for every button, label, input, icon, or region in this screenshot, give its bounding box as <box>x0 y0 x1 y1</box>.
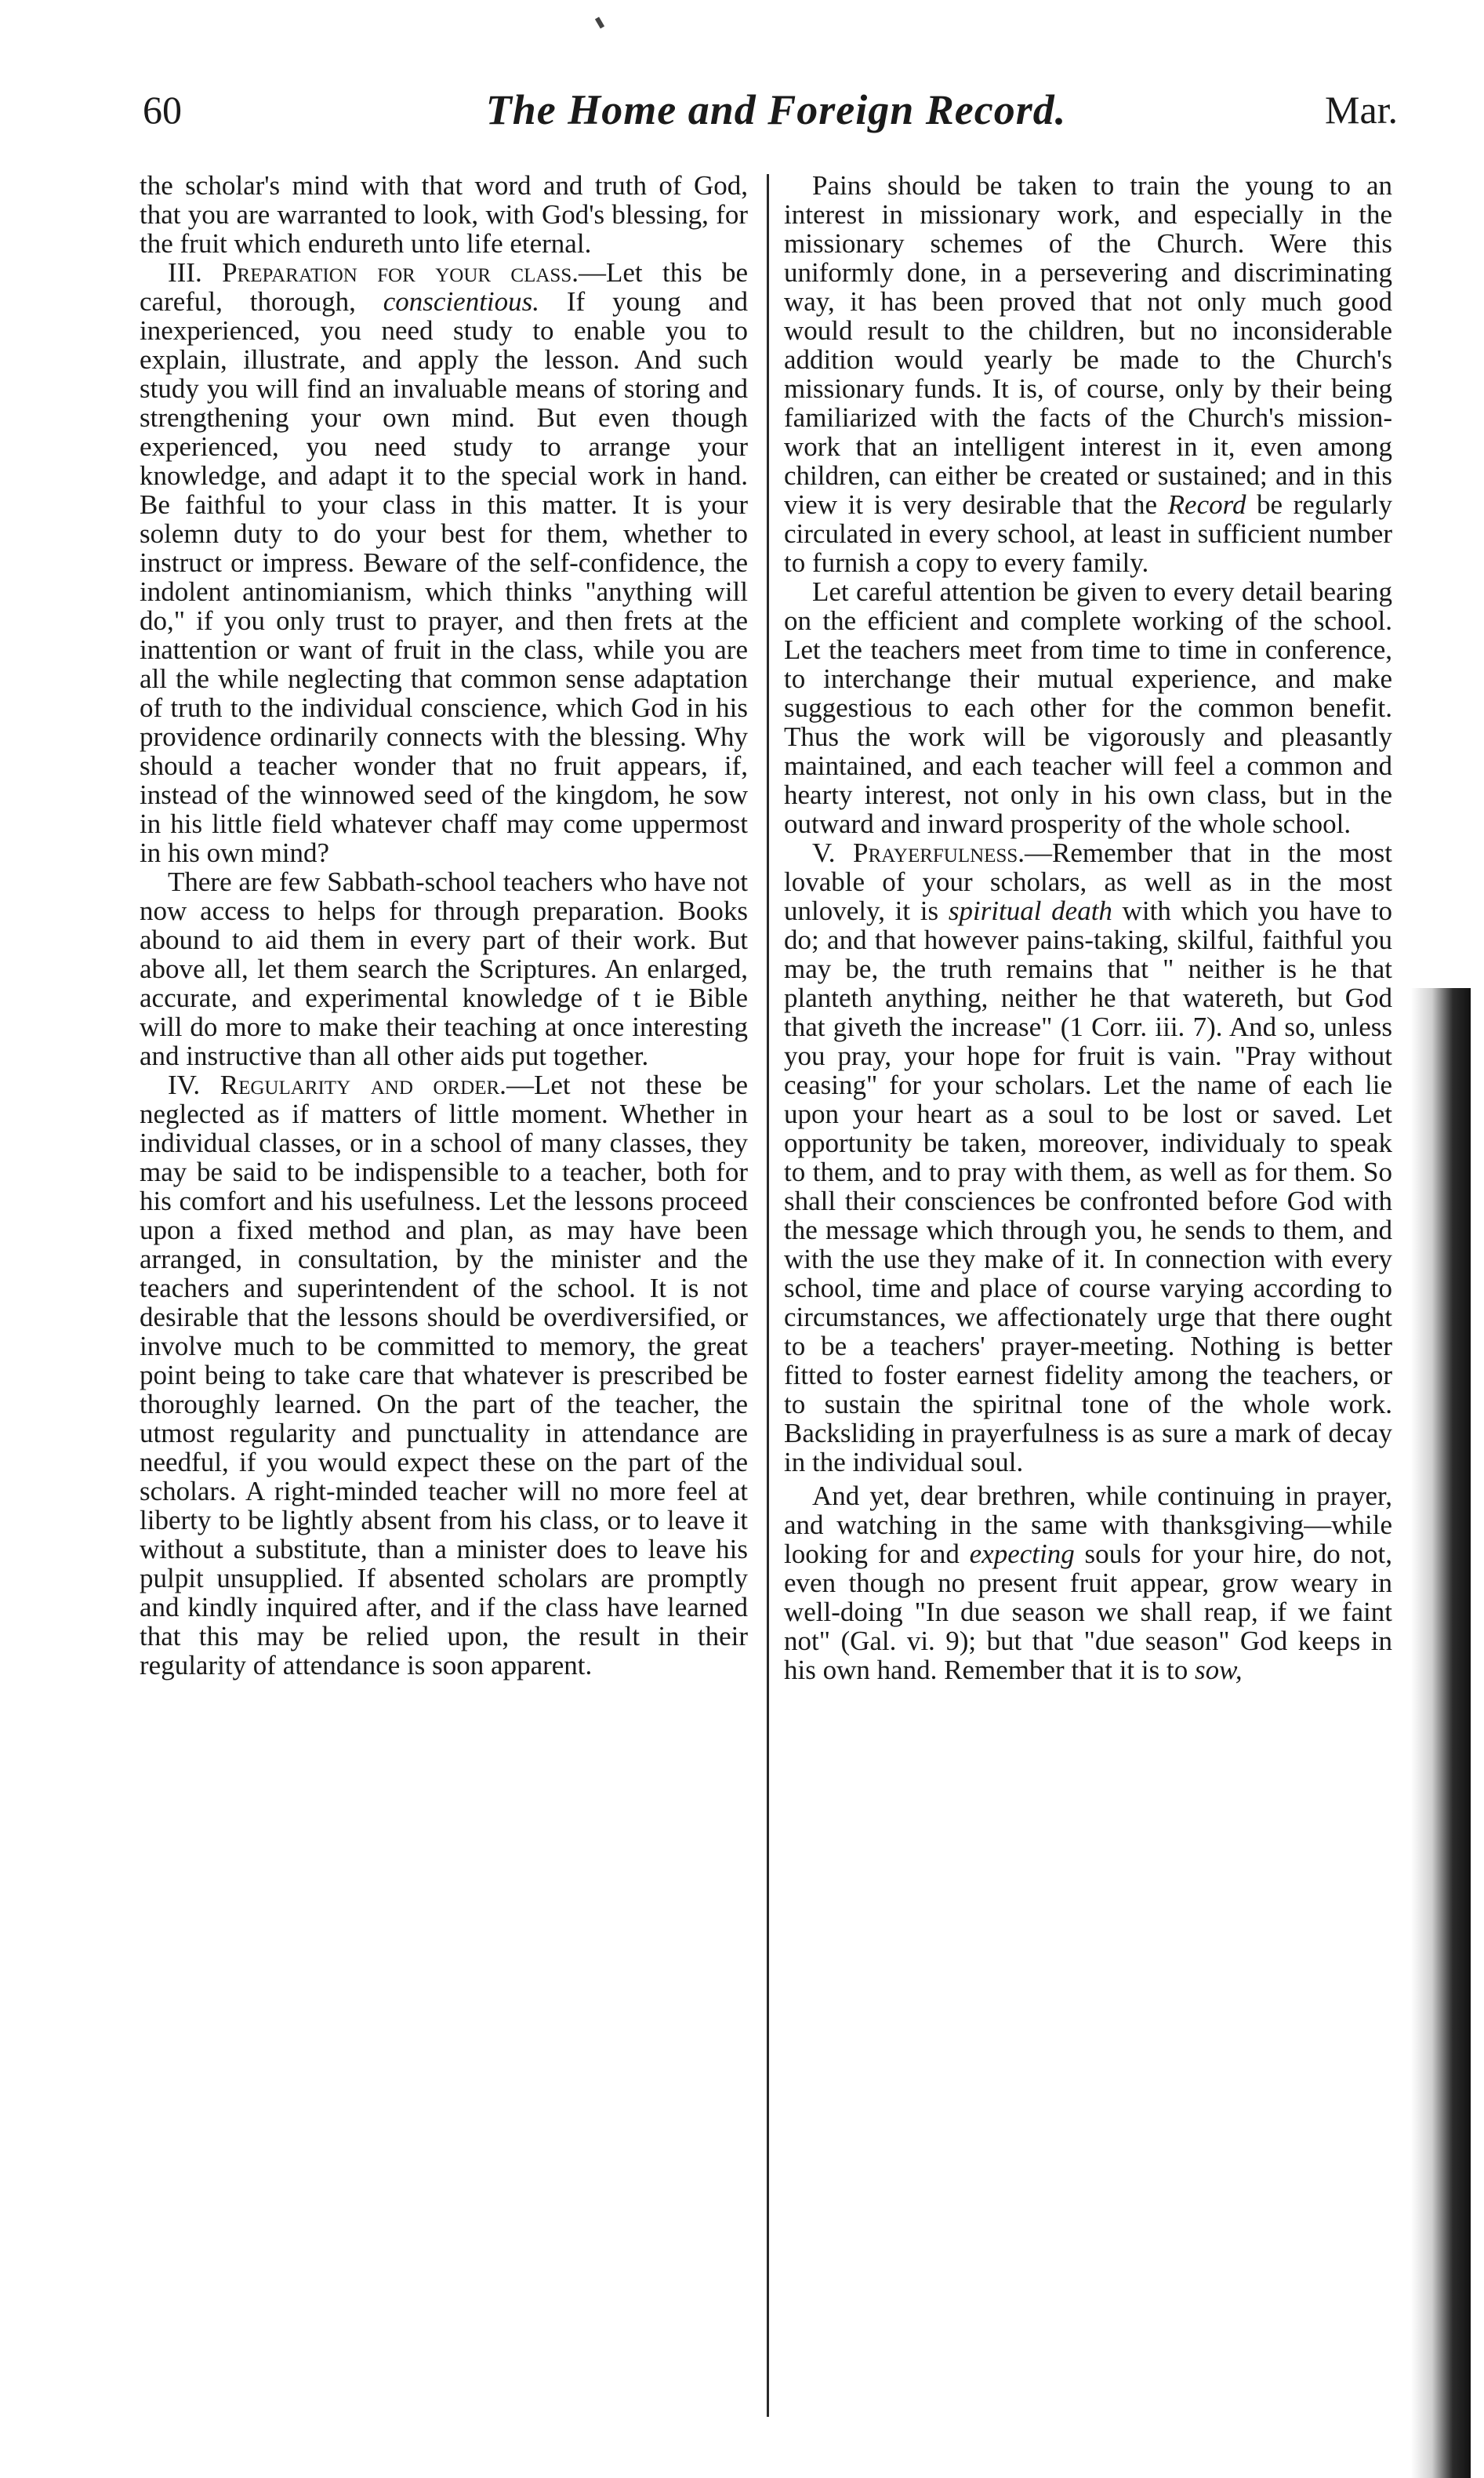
paragraph-regularity <box>140 1070 748 1680</box>
paragraph-helps <box>140 867 748 1070</box>
running-title: The Home and Foreign Record. <box>485 86 1067 133</box>
paragraph-continuation <box>140 171 748 258</box>
paragraph-text: And yet, dear brethren, while continuing in prayer, and watching in the same with thanksgiving—while looking for and <box>784 1481 1392 1569</box>
emphasis-text: conscientious. <box>383 286 540 317</box>
scan-edge-shadow <box>1411 988 1471 2478</box>
section-heading-regularity: IV. Regularity and order. <box>168 1070 506 1100</box>
paragraph-text: —Let this be careful, thorough, <box>140 257 748 317</box>
emphasis-text: Record <box>1167 489 1246 520</box>
paragraph-text: There are few Sabbath-school teachers who have not now access to helps for through preparation. Books abound to aid them in every part of their work. But above all, let them search the Scriptures. An enlarged, accurate, and experimental knowledge of t ie Bible will do more to make their teaching at once interesting and instructive than all other aids put together. <box>140 867 748 1071</box>
emphasis-text: expecting <box>969 1539 1075 1569</box>
emphasis-text: spiritual death <box>948 896 1112 926</box>
page-header <box>0 82 1484 137</box>
paragraph-attention <box>784 577 1392 838</box>
paragraph-missionary <box>784 171 1392 577</box>
emphasis-text: sow, <box>1194 1655 1243 1685</box>
paragraph-text: If young and inexperienced, you need study to enable you to explain, illustrate, and apply the lesson. And such study you will find an invaluable means of storing and strengthening your own mind. But even though experienced, you need study to arrange your knowledge, and adapt it to the special work in hand. Be faithful to your class in this matter. It is your solemn duty to do your best for them, whether to instruct or impress. Beware of the self-confidence, the indolent antinomianism, which thinks "anything will do," if you only trust to prayer, and then frets at the inattention or want of fruit in the class, while you are all the while neglecting that common sense adaptation of truth to the individual conscience, which God in his providence ordinarily connects with the blessing. Why should a teacher wonder that no fruit appears, if, instead of the winnowed seed of the kingdom, he sow in his little field whatever chaff may come uppermost in his own mind? <box>140 286 748 868</box>
paragraph-text: the scholar's mind with that word and truth of God, that you are warranted to look, with God's blessing, for the fruit which endureth unto life eternal. <box>140 170 748 259</box>
left-column <box>140 171 748 1680</box>
issue-month: Mar. <box>1325 88 1399 132</box>
paragraph-text: Let careful attention be given to every detail bearing on the efficient and complete working of the school. Let the teachers meet from time to time in conference, to interchange their mutual experience, and make suggestious to each other for the common benefit. Thus the work will be vigorously and pleasantly maintained, and each teacher will feel a common and hearty interest, not only in his own class, but in the outward and inward prosperity of the whole school. <box>784 576 1392 839</box>
paragraph-preparation <box>140 258 748 867</box>
page-number: 60 <box>143 88 182 132</box>
paragraph-text: —Let not these be neglected as if matters of little moment. Whether in individual classes, or in a school of many classes, they may be said to be indispensible to a teacher, both for his comfort and his usefulness. Let the lessons proceed upon a fixed method and plan, as may have been arranged, in consultation, by the minister and the teachers and superintendent of the school. It is not desirable that the lessons should be overdiversified, or involve much to be committed to memory, the great point being to take care that whatever is prescribed be thoroughly learned. On the part of the teacher, the utmost regularity and punctuality in attendance are needful, if you would expect these on the part of the scholars. A right-minded teacher will no more feel at liberty to be lightly absent from his class, or to leave it without a substitute, than a minister does to leave his pulpit unsupplied. If absented scholars are promptly and kindly inquired after, and if the class have learned that this may be relied upon, the result in their regularity of attendance is soon apparent. <box>140 1070 748 1680</box>
paragraph-text: with which you have to do; and that however pains-taking, skilful, faithful you may be, the truth remains that " neither is he that planteth anything, neither he that watereth, but God that giveth the increase" (1 Corr. iii. 7). And so, unless you pray, your hope for fruit is vain. "Pray without ceasing" for your scholars. Let the name of each lie upon your heart as a soul to be lost or saved. Let opportunity be taken, moreover, individualy to speak to them, and to pray with them, as well as for them. So shall their consciences be confronted before God with the message which through you, he sends to them, and with the use they make of it. In connection with every school, time and place of course varying according to circumstances, we affectionately urge that there ought to be a teachers' prayer-meeting. Nothing is better fitted to foster earnest fidelity among the teachers, or to sustain the spiritnal tone of the whole work. Backsliding in prayerfulness is as sure a mark of decay in the individual soul. <box>784 896 1392 1477</box>
paragraph-text: souls for your hire, do not, even though no present fruit appear, grow weary in well-doing "In due season we shall reap, if we faint not" (Gal. vi. 9); but that "due season" God keeps in his own hand. Remember that it is to <box>784 1539 1392 1685</box>
paragraph-text: Pains should be taken to train the young to an interest in missionary work, and especially in the missionary schemes of the Church. Were this uniformly done, in a persevering and discriminating way, it has been proved that not only much good would result to the children, but no inconsiderable addition would yearly be made to the Church's missionary funds. It is, of course, only by their being familiarized with the facts of the Church's mission-work that an intelligent interest in it, even among children, can either be created or sustained; and in this view it is very desirable that the <box>784 170 1392 520</box>
section-heading-prayerfulness: V. Prayerfulness. <box>812 838 1025 868</box>
paragraph-text: be regularly circulated in every school, at least in sufficient number to furnish a copy to every family. <box>784 489 1392 578</box>
right-column <box>784 171 1392 1684</box>
paragraph-text: —Remember that in the most lovable of your scholars, as well as in the most unlovely, it is <box>784 838 1393 926</box>
stray-mark <box>595 16 604 28</box>
column-divider <box>767 174 769 2417</box>
paragraph-closing <box>784 1481 1392 1684</box>
section-heading-preparation: III. Preparation for your class. <box>168 257 579 288</box>
paragraph-prayerfulness <box>784 838 1392 1477</box>
